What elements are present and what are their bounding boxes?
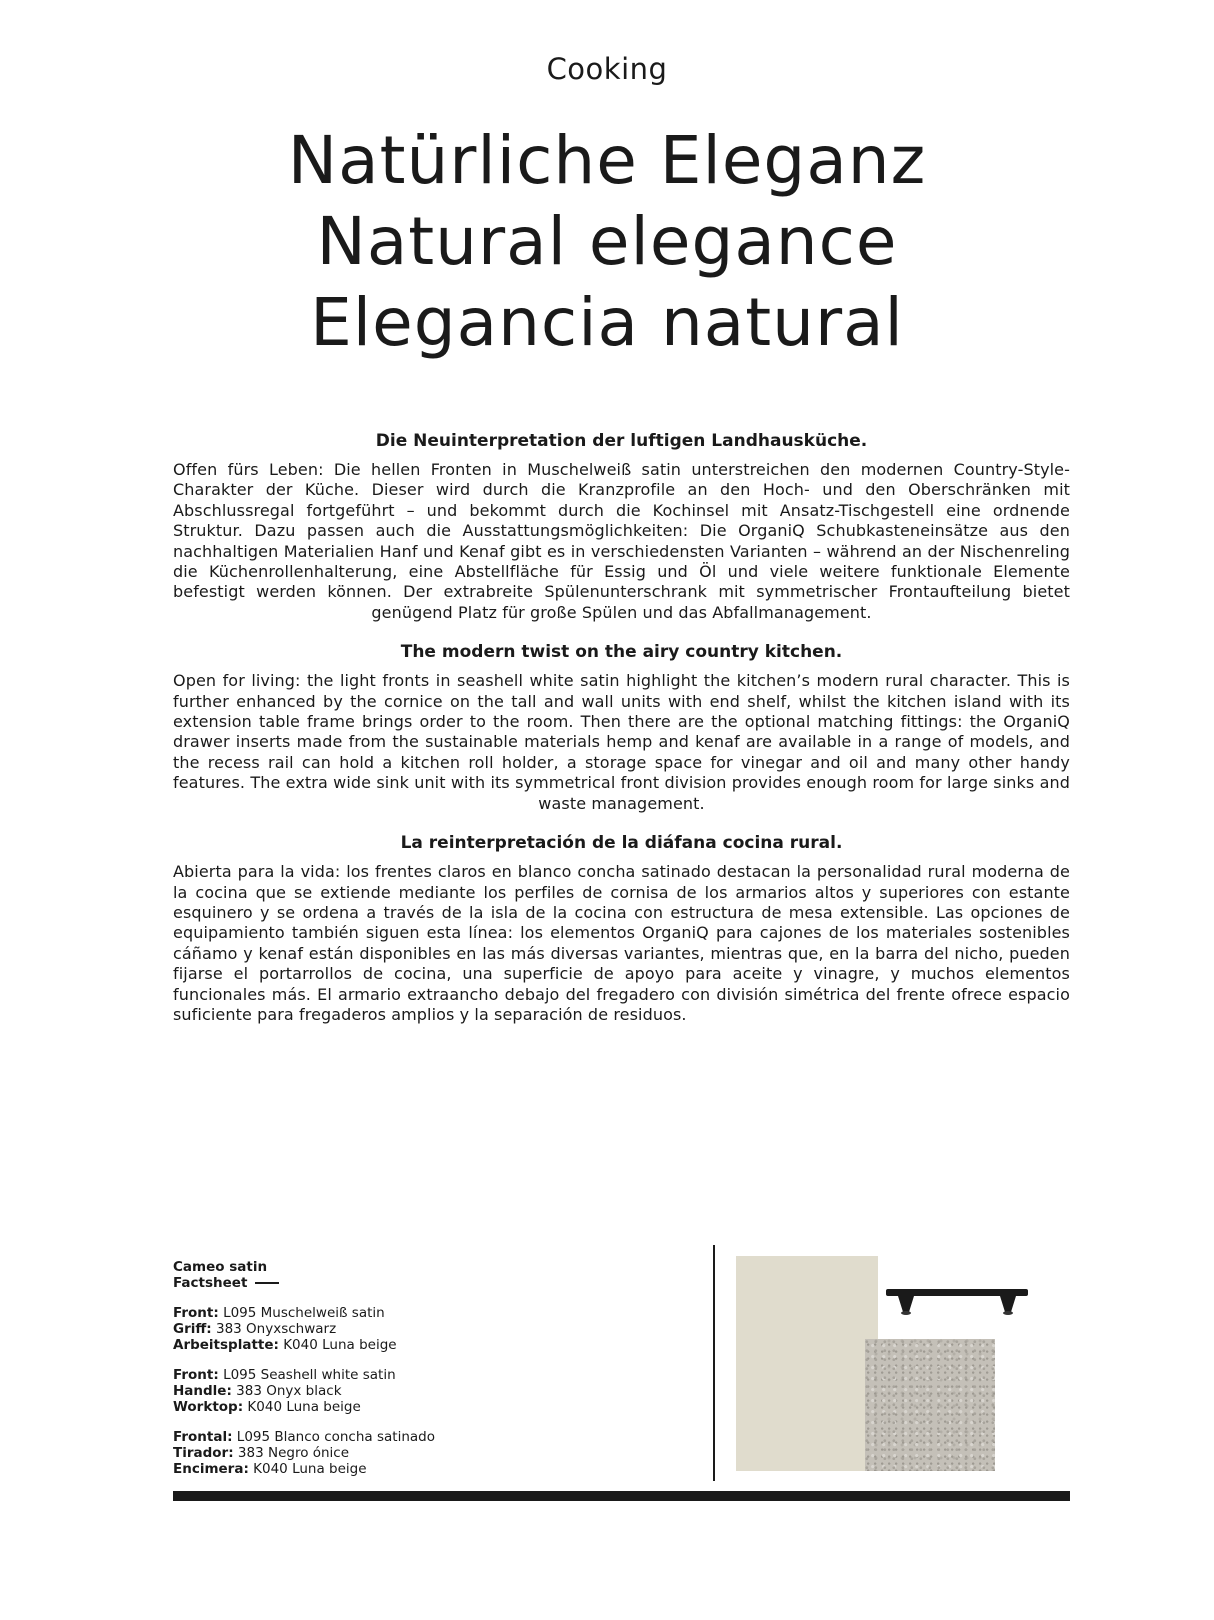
section-text-spanish: Abierta para la vida: los frentes claros en blanco concha satinado destacan la personalidad rural moderna de la cocina que se extiende mediante los perfiles de cornisa de los armarios altos y superiores con estante esquinero y se ordena a través de la isla de la cocina con estructura de mesa extensible. Las opciones de equipamiento también siguen esta línea: los elementos OrganiQ para cajones de los materiales sostenibles cáñamo y kenaf están disponibles en las más diversas variantes, mientras que, en la barra del nicho, pueden fijarse el portarrollos de cocina, una superficie de apoyo para aceite y vinagre, y muchos elementos funcionales más. El armario extraancho debajo del fregadero con división simétrica del frente ofrece espacio suficiente para fregaderos amplios y la separación de residuos. bbox=[173, 862, 1070, 1024]
factsheet-line-label: Encimera: bbox=[173, 1461, 249, 1477]
factsheet-line-value: 383 Onyx black bbox=[236, 1383, 342, 1399]
page-title bbox=[0, 120, 1214, 363]
factsheet-line bbox=[173, 1399, 673, 1415]
factsheet-line bbox=[173, 1445, 673, 1461]
handle-icon bbox=[884, 1286, 1030, 1320]
factsheet-group-english bbox=[173, 1367, 673, 1415]
factsheet-line bbox=[173, 1461, 673, 1477]
title-english: Natural elegance bbox=[316, 203, 898, 280]
factsheet-line-label: Front: bbox=[173, 1305, 219, 1321]
section-heading-english: The modern twist on the airy country kitchen. bbox=[400, 642, 843, 663]
section-text-german: Offen fürs Leben: Die hellen Fronten in Muschelweiß satin unterstreichen den modernen Country-Style-Charakter der Küche. Dieser wird durch die Kranzprofile an den Hoch- und den Oberschränken mit Abschlussregal fortgeführt – und bekommt durch die Kochinsel mit Ansatz-Tischgestell eine ordnende Struktur. Dazu passen auch die Ausstattungsmöglichkeiten: Die OrganiQ Schubkasteneinsätze aus den nachhaltigen Materialien Hanf und Kenaf gibt es in verschiedensten Varianten – während an der Nischenreling die Küchenrollenhalterung, eine Abstellfläche für Essig und Öl und viele weitere funktionale Elemente befestigt werden können. Der extrabreite Spülenunterschrank mit symmetrischer Frontaufteilung bietet genügend Platz für große Spülen und das Abfallmanagement. bbox=[173, 460, 1070, 622]
factsheet-title: Cameo satin bbox=[173, 1259, 268, 1275]
title-german: Natürliche Eleganz bbox=[287, 122, 927, 199]
factsheet bbox=[173, 1259, 673, 1477]
section-text-english: Open for living: the light fronts in seashell white satin highlight the kitchen’s modern rural character. This is further enhanced by the cornice on the tall and wall units with end shelf, whilst the kitchen island with its extension table frame brings order to the room. Then there are the optional matching fittings: the OrganiQ drawer inserts made from the sustainable materials hemp and kenaf are available in a range of models, and the recess rail can hold a kitchen roll holder, a storage space for vinegar and oil and many other handy features. The extra wide sink unit with its symmetrical front division provides enough room for large sinks and waste management. bbox=[173, 671, 1070, 813]
factsheet-line bbox=[173, 1305, 673, 1321]
factsheet-line-value: L095 Seashell white satin bbox=[223, 1367, 396, 1383]
vertical-divider bbox=[713, 1245, 715, 1481]
factsheet-line bbox=[173, 1321, 673, 1337]
category-label: Cooking bbox=[546, 52, 668, 86]
factsheet-line bbox=[173, 1367, 673, 1383]
worktop-material-swatch bbox=[865, 1339, 995, 1471]
title-spanish: Elegancia natural bbox=[310, 284, 904, 361]
factsheet-line-label: Griff: bbox=[173, 1321, 212, 1337]
factsheet-line bbox=[173, 1337, 673, 1353]
section-heading-german: Die Neuinterpretation der luftigen Landhausküche. bbox=[375, 431, 868, 451]
body-text bbox=[173, 430, 1070, 1043]
factsheet-line bbox=[173, 1383, 673, 1399]
factsheet-line-value: L095 Blanco concha satinado bbox=[236, 1429, 435, 1445]
section-heading-spanish: La reinterpretación de la diáfana cocina rural. bbox=[400, 833, 843, 854]
factsheet-subtitle-text: Factsheet bbox=[173, 1275, 248, 1291]
factsheet-group-german bbox=[173, 1305, 673, 1353]
front-color-swatch bbox=[736, 1256, 878, 1471]
factsheet-line-value: 383 Negro ónice bbox=[237, 1445, 350, 1461]
factsheet-line bbox=[173, 1429, 673, 1445]
factsheet-line-value: K040 Luna beige bbox=[253, 1461, 367, 1477]
factsheet-line-value: K040 Luna beige bbox=[247, 1399, 361, 1415]
factsheet-line-value: K040 Luna beige bbox=[283, 1337, 397, 1353]
factsheet-line-label: Arbeitsplatte: bbox=[173, 1337, 279, 1353]
factsheet-line-label: Frontal: bbox=[173, 1429, 233, 1445]
factsheet-line-label: Worktop: bbox=[173, 1399, 244, 1415]
factsheet-line-label: Tirador: bbox=[173, 1445, 234, 1461]
dash-divider bbox=[255, 1282, 279, 1284]
factsheet-subtitle bbox=[173, 1275, 673, 1291]
factsheet-line-value: L095 Muschelweiß satin bbox=[223, 1305, 385, 1321]
bottom-bar bbox=[173, 1491, 1070, 1501]
factsheet-line-value: 383 Onyxschwarz bbox=[216, 1321, 337, 1337]
factsheet-group-spanish bbox=[173, 1429, 673, 1477]
factsheet-line-label: Handle: bbox=[173, 1383, 232, 1399]
factsheet-line-label: Front: bbox=[173, 1367, 219, 1383]
